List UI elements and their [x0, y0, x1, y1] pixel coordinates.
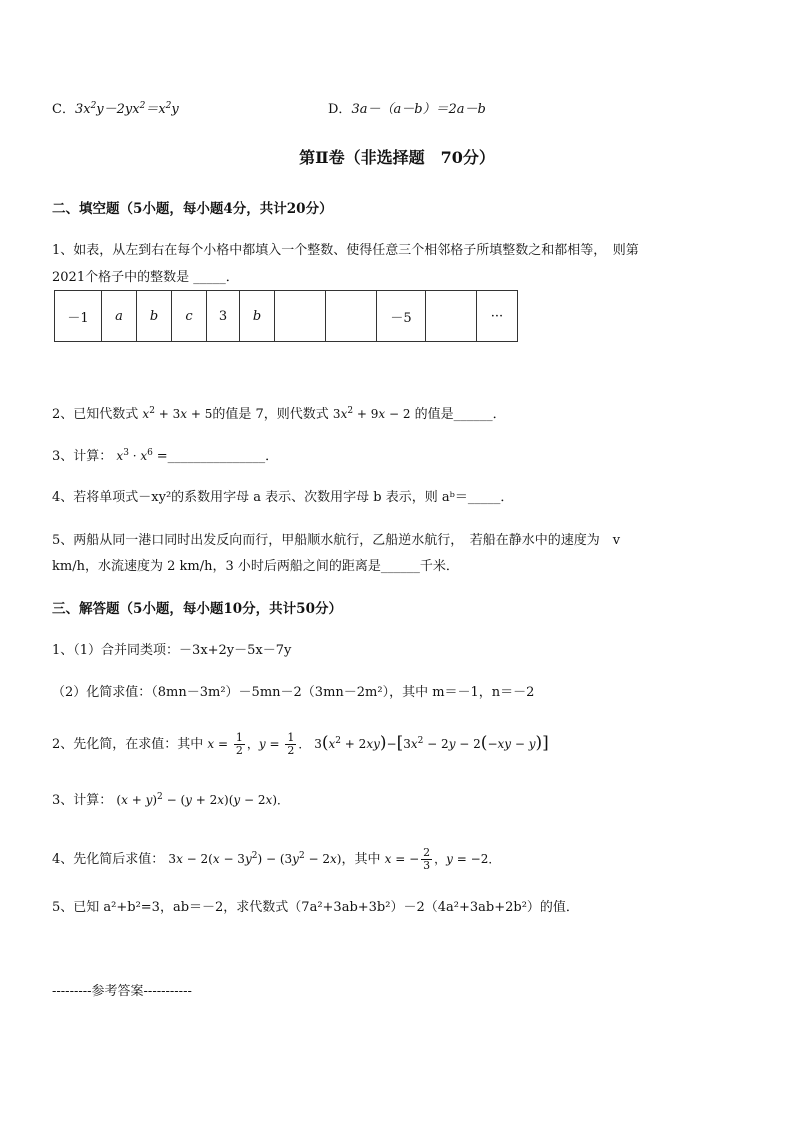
grid-cell: a: [102, 291, 137, 342]
fill-q2: [52, 404, 506, 425]
grid-cell: 3: [207, 291, 240, 342]
grid-cell: b: [240, 291, 275, 342]
option-d-label: D．: [328, 102, 352, 117]
fill-q2-prefix: 2、已知代数式: [52, 407, 139, 422]
fill-q3-expr: $x^3 \cdot x^6$: [116, 448, 153, 463]
option-c-label: C．: [52, 102, 75, 117]
grid-cell: －5: [377, 291, 426, 342]
solve-q4-expr: $3x - 2(x - 3y^2) - (3y^2 - 2x)$: [168, 851, 342, 866]
fill-q2-expr2: $3x^2 + 9x - 2$: [332, 406, 411, 421]
fill-q2-suffix: 的值是______．: [414, 407, 506, 422]
grid-cell: c: [172, 291, 207, 342]
grid-cell: －1: [55, 291, 102, 342]
solve-q5: 5、已知 a²+b²=3，ab＝－2，求代数式（7a²+3ab+3b²）－2（4a²+3ab+2b²）的值．: [52, 900, 579, 915]
answer-divider: ---------参考答案-----------: [52, 984, 192, 999]
fill-section-heading: 二、填空题（5小题，每小题4分，共计20分）: [52, 201, 333, 217]
fill-q5-line2: km/h，水流速度为 2 km/h，3 小时后两船之间的距离是______千米．: [52, 559, 459, 574]
grid-cell: ···: [477, 291, 518, 342]
number-grid: [54, 290, 518, 342]
grid-cell: [326, 291, 377, 342]
solve-q3-expr: $(x + y)^2 - (y + 2x)(y - 2x)$．: [116, 792, 289, 807]
fill-q3: [52, 446, 278, 467]
fill-q2-mid: 的值是 7，则代数式: [212, 407, 329, 422]
fill-q1-line2: 2021个格子中的整数是 _____．: [52, 270, 239, 285]
solve-q3-prefix: 3、计算：: [52, 793, 113, 808]
fill-q5-line1: 5、两船从同一港口同时出发反向而行，甲船顺水航行，乙船逆水航行， 若船在静水中的速度为 v: [52, 533, 621, 548]
option-c-expr: $3x^2y-2yx^2=x^2y$: [74, 101, 179, 117]
fill-q3-suffix: =_______________．: [156, 449, 279, 464]
part2-title: 第Ⅱ卷（非选择题 70分）: [299, 148, 495, 167]
solve-q2-prefix: 2、先化简，在求值：其中: [52, 737, 204, 752]
solve-q4-values: x = − $\frac{2}{3}$ ，y = −2．: [384, 846, 501, 872]
solve-q2-expr: x = $\frac{1}{2}$ ，y = $\frac{1}{2}$ ． $3(x^2 + 2xy)-[3x^2 - 2y - 2(-xy - y)]$: [207, 731, 549, 757]
option-d: [328, 100, 486, 120]
fill-q3-prefix: 3、计算：: [52, 449, 113, 464]
fill-q1-line1: 1、如表，从左到右在每个小格中都填入一个整数、使得任意三个相邻格子所填整数之和都相等， 则第: [52, 243, 639, 258]
fill-q4: 4、若将单项式－xy²的系数用字母 a 表示、次数用字母 b 表示，则 aᵇ＝_____．: [52, 490, 514, 505]
solve-q3: [52, 790, 289, 811]
grid-cell: [426, 291, 477, 342]
solve-section-heading: 三、解答题（5小题，每小题10分，共计50分）: [52, 601, 342, 617]
solve-q4-prefix: 4、先化简后求值：: [52, 852, 165, 867]
fill-q2-expr1: $x^2 + 3x + 5$: [142, 406, 213, 421]
solve-q1-part1: 1、（1）合并同类项：－3x+2y－5x－7y: [52, 643, 292, 658]
option-d-expr: 3a－（a－b）＝2a－b: [351, 102, 486, 117]
grid-cell: b: [137, 291, 172, 342]
grid-cell: [275, 291, 326, 342]
solve-q1-part2: （2）化简求值：（8mn－3m²）－5mn－2（3mn－2m²），其中 m＝－1，n＝－2: [52, 685, 535, 700]
solve-q4: [52, 847, 500, 872]
solve-q2: [52, 732, 549, 757]
solve-q4-mid: ，其中: [341, 852, 381, 867]
option-c: [52, 100, 179, 120]
